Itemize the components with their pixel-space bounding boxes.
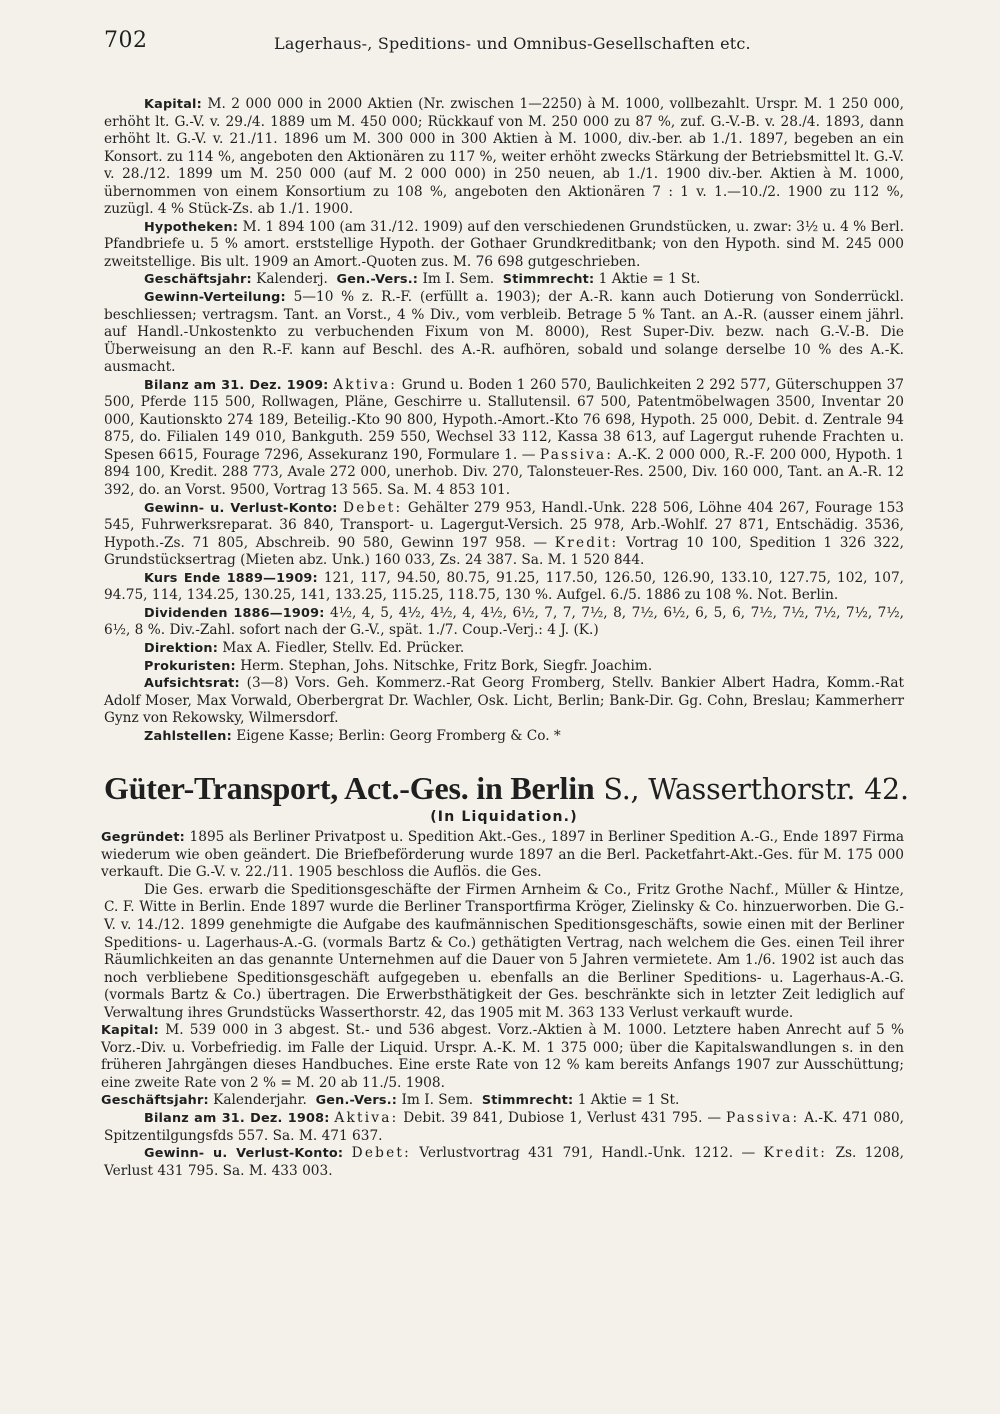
bilanz-passiva: A.-K. 2 000 000, R.-F. 200 000, Hypoth. 1 894 100, Kredit. 288 773, Avale 272 000, unerhob. Div. 270, Talonsteuer-Res. 2500, Div. 160 000, Tant. an A.-R. 12 392, do. an Vorst. 9500, Vortrag 13 565. Sa. M. 4 853 101. [104, 446, 905, 499]
company-address: S., Wasserthorstr. 42. [603, 773, 909, 807]
aufsichtsrat-text: (3—8) Vors. Geh. Kommerz.-Rat Georg Fromberg, Stellv. Bankier Albert Hadra, Komm.-Rat Adolf Moser, Max Vorwald, Oberbergrat Dr. Wachler, Osk. Licht, Berlin; Bank-Dir. Gg. Cohn, Breslau; Kammerherr Gynz von Rekowsky, Wilmersdorf. [104, 675, 904, 727]
geschaeftsjahr-text: Kalenderj. [256, 271, 328, 288]
hypotheken-paragraph [104, 219, 904, 272]
debet-label: Debet: [343, 499, 403, 516]
guv2-debet: Verlustvortrag 431 791, Handl.-Unk. 1212. — [419, 1145, 756, 1162]
geschaeftsjahr-paragraph [104, 271, 904, 289]
direktion-label: Direktion: [144, 640, 219, 656]
hypotheken-text: M. 1 894 100 (am 31./12. 1909) auf den verschiedenen Grundstücken, u. zwar: 3½ u. 4 % Berl. Pfandbriefe u. 5 % amort. erststellige Hypoth. der Gothaer Grundkreditbank; von den Hypoth. sind M. 245 000 zweitstellige. Bis ult. 1909 an Amort.-Quoten zus. M. 76 698 gutgeschrieben. [104, 218, 904, 270]
guv-label: Gewinn- u. Verlust-Konto: [144, 500, 338, 516]
kapital2-text: M. 539 000 in 3 abgest. St.- und 536 abgest. Vorz.-Aktien à M. 1000. Letztere haben Anrecht auf 5 % Vorz.-Div. u. Vorbefriedig. im Falle der Liquid. Urspr. A.-K. M. 1 375 000; über die Kapitalswandlungen s. in den früheren Jahrgängen dieses Handbuches. Eine erste Rate von 12 % kam bereits Anfangs 1907 zur Ausschüttung; eine zweite Rate von 2 % = M. 20 ab 11./5. 1908. [101, 1022, 904, 1091]
bilanz2-label: Bilanz am 31. Dez. 1908: [144, 1110, 330, 1126]
page-header [104, 28, 904, 62]
stimmrecht2-text: 1 Aktie = 1 St. [577, 1092, 680, 1109]
page-number: 702 [104, 28, 148, 53]
zahlstellen-paragraph [104, 728, 904, 746]
gegruendet-text: 1895 als Berliner Privatpost u. Spedition Akt.-Ges., 1897 in Berliner Spedition A.-G., Ende 1897 Firma wiederum wie oben geändert. Die Briefbeförderung wurde 1897 an die Berl. Packetfahrt-Akt.-Ges. für M. 175 000 verkauft. Die G.-V. v. 22./11. 1905 beschloss die Auflös. die Ges. [101, 829, 904, 881]
geschaeftsjahr2-text: Kalenderjahr. [213, 1092, 307, 1109]
company-title: Güter-Transport, Act.-Ges. in Berlin [104, 770, 595, 807]
kredit2-label: Kredit: [763, 1145, 828, 1162]
gegruendet-paragraph [101, 829, 904, 882]
prokuristen-paragraph [104, 658, 904, 676]
prokuristen-text: Herm. Stephan, Johs. Nitschke, Fritz Bork, Siegfr. Joachim. [240, 657, 653, 674]
genvers2-label: Gen.-Vers.: [315, 1093, 398, 1109]
geschaeftsjahr2-label: Geschäftsjahr: [101, 1093, 209, 1109]
gegruendet-label: Gegründet: [101, 830, 185, 846]
kapital2-label: Kapital: [101, 1023, 159, 1039]
zahlstellen-text: Eigene Kasse; Berlin: Georg Fromberg & Co. * [236, 727, 561, 744]
lagerhaus-section [104, 96, 904, 745]
geschaeftsjahr2-paragraph [101, 1092, 904, 1110]
geschaeftsjahr-label: Geschäftsjahr: [144, 272, 252, 288]
direktion-text: Max A. Fiedler, Stellv. Ed. Prücker. [222, 639, 465, 656]
aufsichtsrat-label: Aufsichtsrat: [144, 676, 240, 692]
gewinnverteilung-paragraph [104, 289, 904, 377]
passiva2-label: Passiva: [725, 1109, 800, 1126]
running-title: Lagerhaus-, Speditions- und Omnibus-Gesellschaften etc. [274, 34, 751, 53]
hypotheken-label: Hypotheken: [144, 219, 239, 235]
guv2-label: Gewinn- u. Verlust-Konto: [144, 1146, 344, 1162]
liquidation-status: (In Liquidation.) [430, 809, 578, 826]
bilanz-aktiva: Grund u. Boden 1 260 570, Baulichkeiten 2 292 577, Güterschuppen 37 500, Pferde 115 500, Rollwagen, Pläne, Geschirre u. Stallutensil. 67 500, Patentmöbelwagen 3500, Inventar 20 000, Kautionskto 274 189, Beteilig.-Kto 90 800, Hypoth.-Amort.-Kto 76 698, Hypoth. 25 000, Debit. d. Zentrale 94 875, do. Filialen 149 010, Bankguth. 259 550, Wechsel 33 112, Kassa 38 613, auf Lagergut ruhende Frachten u. Spesen 6615, Fourage 7296, Assekuranz 190, Formulare 1. — [104, 376, 905, 463]
kapital2-paragraph [101, 1022, 904, 1092]
guv-debet: Gehälter 279 953, Handl.-Unk. 228 506, Löhne 404 267, Fourage 153 545, Fuhrwerksreparat. 36 840, Transport- u. Lagergut-Versich. 25 978, Arb.-Wohlf. 27 871, Entschädig. 3536, Hypoth.-Zs. 71 805, Abschreib. 90 580, Gewinn 197 958. — [104, 499, 904, 551]
aktiva-label: Aktiva: [333, 376, 398, 393]
genvers2-text: Im I. Sem. [401, 1092, 474, 1109]
zahlstellen-label: Zahlstellen: [144, 728, 232, 744]
gewinnverteilung-text: 5—10 % z. R.-F. (erfüllt a. 1903); der A.-R. kann auch Dotierung von Sonderrückl. beschliessen; vertragsm. Tant. an Vorst., 4 % Div., vom verbleib. Betrage 5 % Tant. an A.-R. (ausser einem jährl. auf Handl.-Unkostenkto zu verbuchenden Fixum von M. 8000), Rest Super-Div. bezw. nach G.-V.-B. Die Überweisung an den R.-F. kann auf Beschl. des A.-R. aufhören, sobald und solange derselbe 10 % des A.-K. ausmacht. [104, 289, 905, 376]
stimmrecht2-label: Stimmrecht: [481, 1093, 574, 1109]
guv2-paragraph [104, 1145, 904, 1180]
kredit-label: Kredit: [554, 534, 619, 551]
bilanz2-aktiva: Debit. 39 841, Dubiose 1, Verlust 431 795. — [403, 1109, 722, 1126]
direktion-paragraph [104, 640, 904, 658]
kapital-text: M. 2 000 000 in 2000 Aktien (Nr. zwischen 1—2250) à M. 1000, vollbezahlt. Urspr. M. 1 250 000, erhöht lt. G.-V. v. 29./4. 1889 um M. 450 000; Rückkauf von M. 250 000 zu 87 %, zuf. G.-V.-B. v. 28./4. 1893, dann erhöht lt. G.-V. v. 21./11. 1896 um M. 300 000 in 300 Aktien à M. 1000, div.-ber. ab 1./1. 1897, begeben an ein Konsort. zu 114 %, angeboten den Aktionären zu 117 %, weiter erhöht zwecks Stärkung der Betriebsmittel lt. G.-V. v. 28./12. 1899 um M. 250 000 (auf M. 2 000 000) in 250 neuen, ab 1./1. 1900 div.-ber. Aktien à M. 1000, übernommen von einem Konsortium zu 108 %, angeboten den Aktionären 7 : 1 v. 1.—10./2. 1900 zu 112 %, zuzügl. 4 % Stück-Zs. ab 1./1. 1900. [104, 96, 904, 218]
guv2-kredit: Zs. 1208, Verlust 431 795. Sa. M. 433 003. [104, 1145, 904, 1179]
passiva-label: Passiva: [539, 446, 614, 463]
kapital-label: Kapital: [144, 97, 202, 112]
bilanz2-passiva: A.-K. 471 080, Spitzentilgungsfds 557. Sa. M. 471 637. [104, 1109, 905, 1144]
kurs-paragraph [104, 570, 904, 605]
aktiva2-label: Aktiva: [334, 1109, 399, 1126]
gewinnverteilung-label: Gewinn-Verteilung: [144, 290, 286, 306]
dividenden-paragraph [104, 605, 904, 640]
kapital-paragraph [104, 96, 904, 219]
guv-kredit: Vortrag 10 100, Spedition 1 326 322, Grundstücksertrag (Mieten abz. Unk.) 160 033, Zs. 24 387. Sa. M. 1 520 844. [104, 534, 904, 569]
dividenden-text: 4½, 4, 5, 4½, 4½, 4, 4½, 6½, 7, 7, 7½, 8, 7½, 6½, 6, 5, 6, 7½, 7½, 7½, 7½, 7½, 6½, 8 %. Div.-Zahl. sofort nach der G.-V., spät. 1./7. Coup.-Verj.: 4 J. (K.) [104, 604, 904, 639]
bilanz2-paragraph [104, 1110, 904, 1145]
stimmrecht-text: 1 Aktie = 1 St. [598, 271, 701, 288]
history-paragraph: Die Ges. erwarb die Speditionsgeschäfte der Firmen Arnheim & Co., Fritz Grothe Nachf., Müller & Hintze, C. F. Witte in Berlin. Ende 1897 wurde die Berliner Transportfirma Kröger, Zielinsky & Co. hinzuerworben. Die G.-V. v. 14./12. 1899 genehmigte die Aufgabe des kaufmännischen Speditionsgeschäfts, sowie einen mit der Berliner Speditions- u. Lagerhaus-A.-G. (vormals Bartz & Co.) gethätigten Vertrag, nach welchem die Ges. einen Teil ihrer Räumlichkeiten an das genannte Unternehmen auf die Dauer von 5 Jahren vermietete. Am 1./6. 1902 ist auch das noch verbliebene Speditionsgeschäft aufgegeben u. ebenfalls an die Berliner Speditions- u. Lagerhaus-A.-G. (vormals Bartz & Co.) übertragen. Die Erwerbsthätigkeit der Ges. beschränkte sich in letzter Zeit lediglich auf Verwaltung ihres Grundstücks Wasserthorstr. 42, das 1905 mit M. 363 133 Verlust verkauft wurde. [104, 881, 904, 1021]
genvers-text: Im I. Sem. [422, 271, 495, 288]
genvers-label: Gen.-Vers.: [336, 272, 419, 288]
kurs-text: 121, 117, 94.50, 80.75, 91.25, 117.50, 126.50, 126.90, 133.10, 127.75, 102, 107, 94.75, 114, 134.25, 130.25, 141, 133.25, 115.25, 118.75, 130 %. Aufgel. 6./5. 1886 zu 108 %. Not. Berlin. [104, 569, 905, 604]
prokuristen-label: Prokuristen: [144, 658, 236, 674]
dividenden-label: Dividenden 1886—1909: [144, 605, 325, 621]
gueter-transport-section [101, 770, 909, 1180]
bilanz-paragraph [104, 377, 904, 500]
debet2-label: Debet: [351, 1145, 411, 1162]
kurs-label: Kurs Ende 1889—1909: [144, 570, 318, 586]
bilanz-label: Bilanz am 31. Dez. 1909: [144, 377, 329, 393]
aufsichtsrat-paragraph [104, 675, 904, 728]
company-heading [104, 770, 909, 807]
guv-paragraph [104, 500, 904, 570]
stimmrecht-label: Stimmrecht: [502, 272, 595, 288]
